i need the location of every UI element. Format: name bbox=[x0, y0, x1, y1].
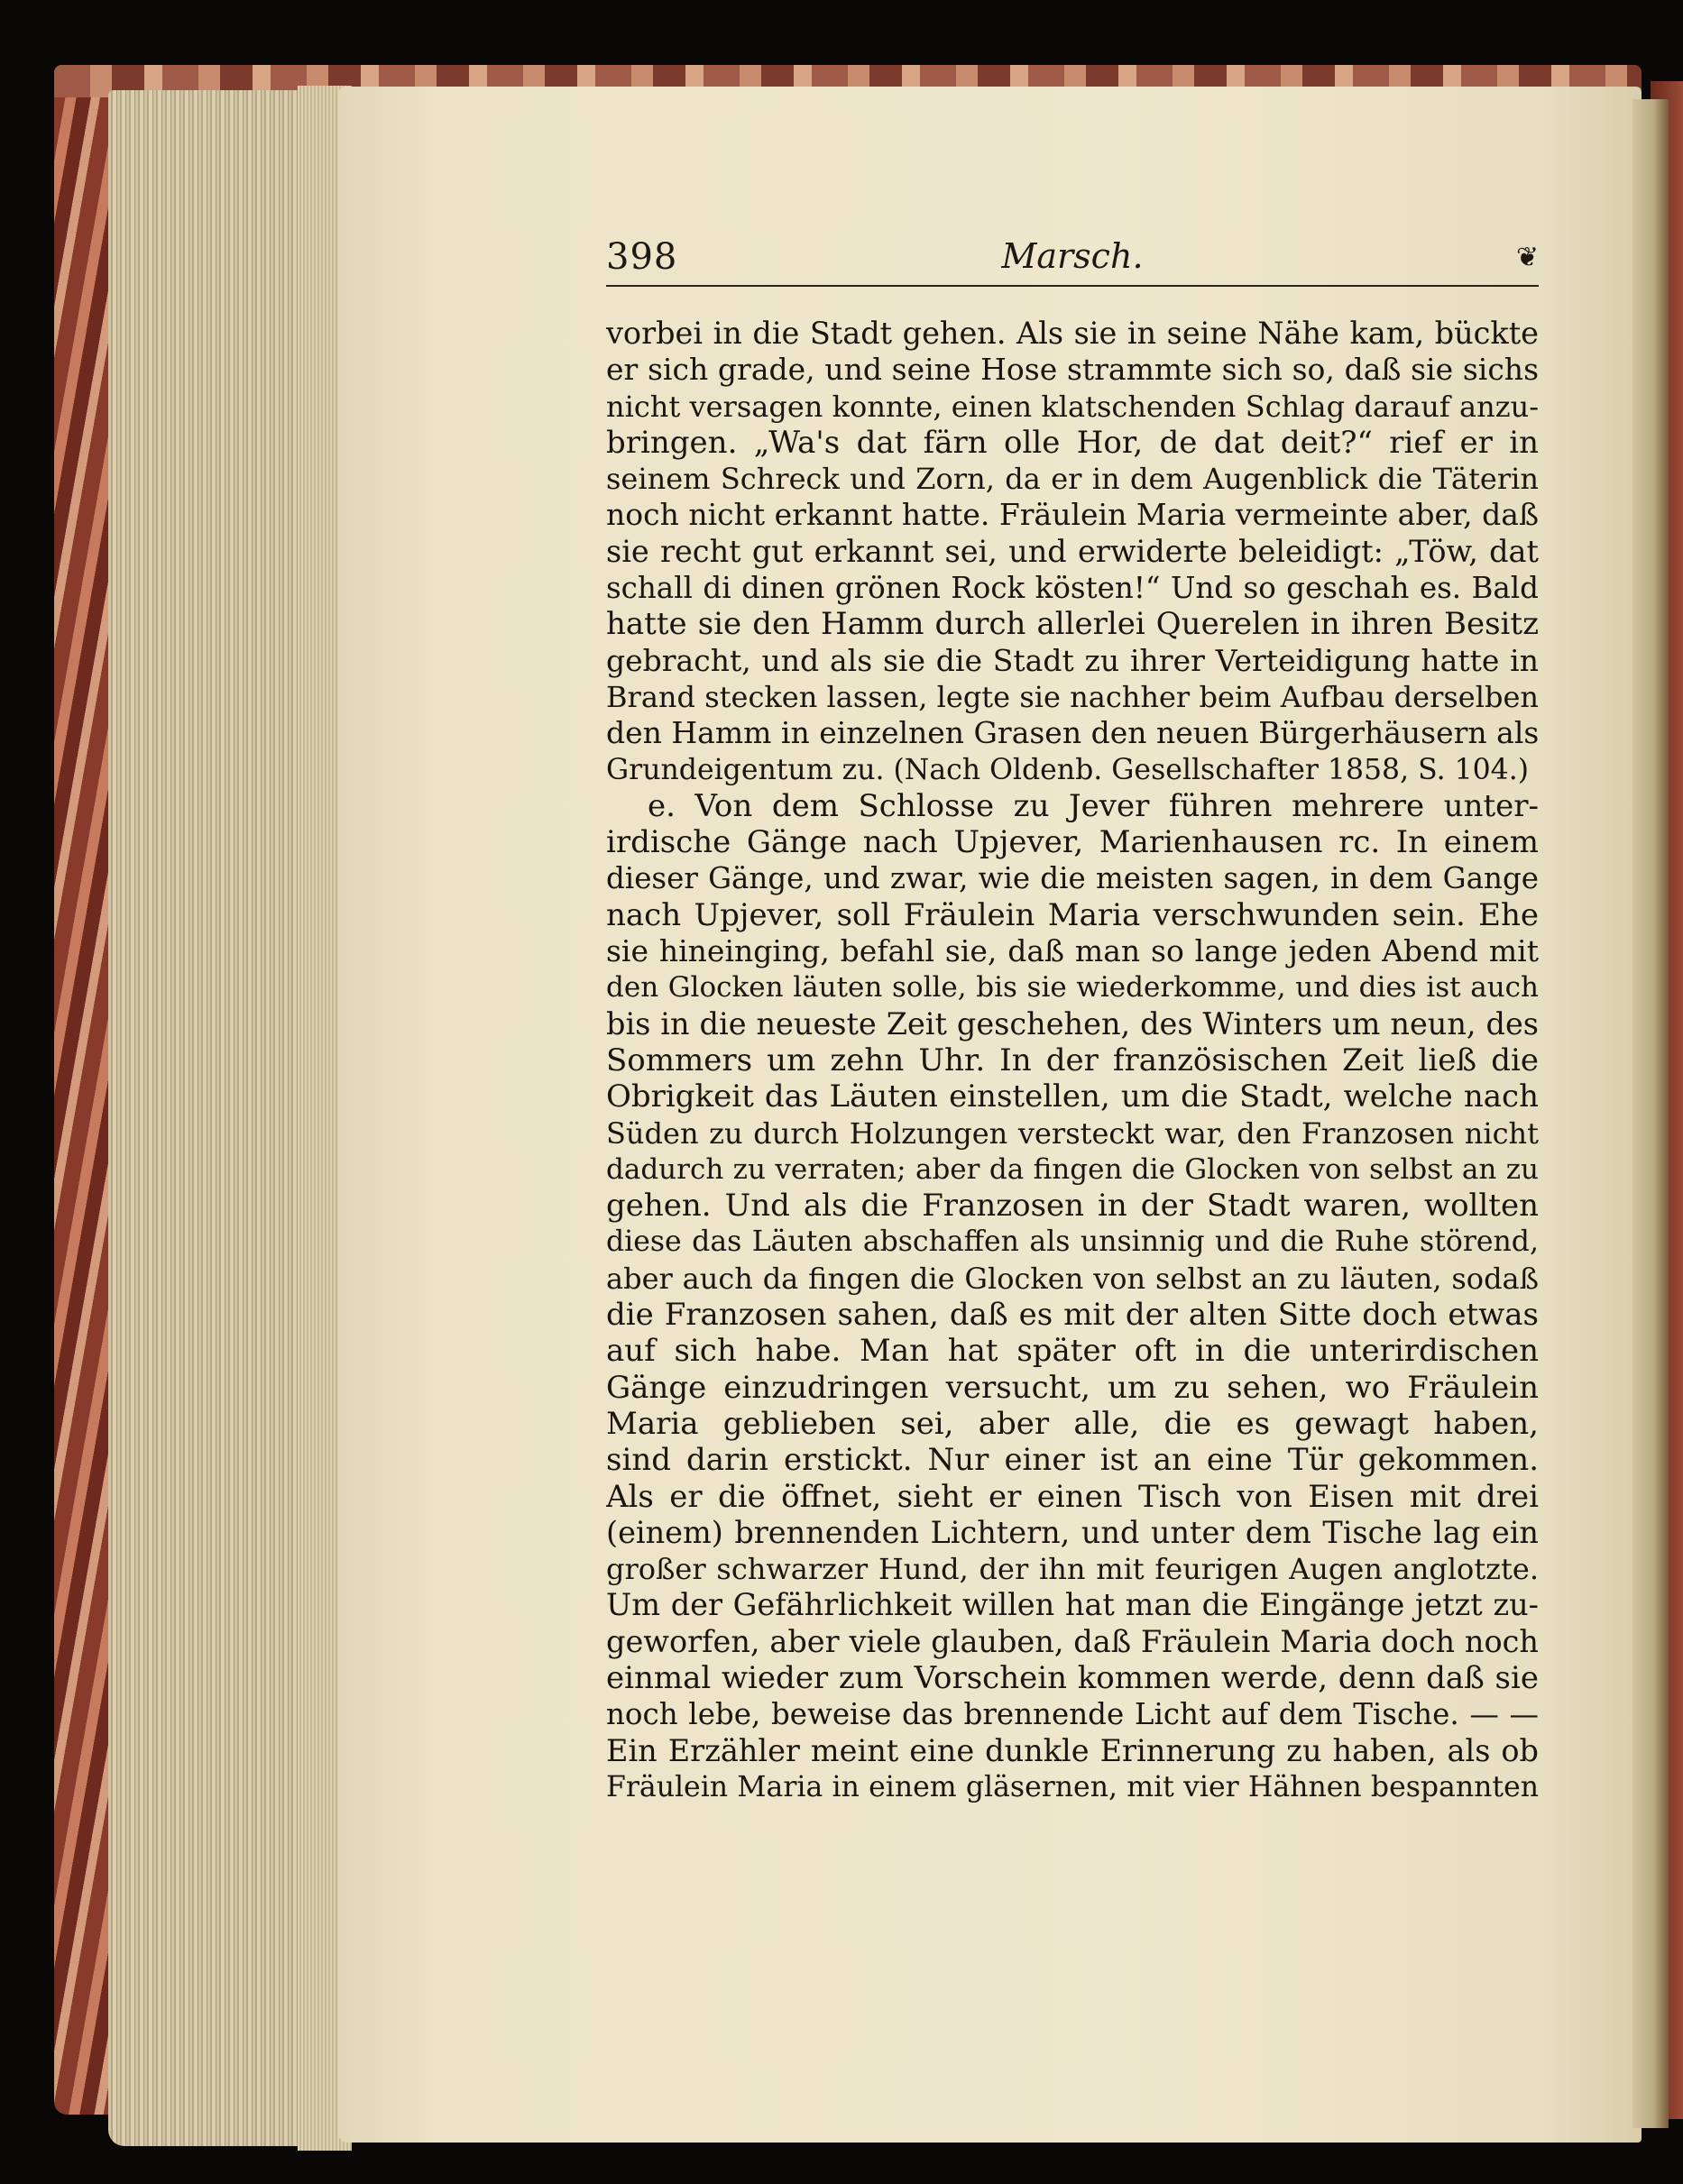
running-head: Marsch. bbox=[1001, 236, 1144, 276]
text-line: Als er die öffnet, sieht er einen Tisch von Eisen mit drei bbox=[606, 1478, 1539, 1515]
text-line: gebracht, und als sie die Stadt zu ihrer Verteidigung hatte in bbox=[606, 642, 1539, 678]
text-line: auf sich habe. Man hat später oft in die unterirdischen bbox=[606, 1333, 1539, 1370]
text-line: geworfen, aber viele glauben, daß Fräulein Maria doch noch bbox=[606, 1623, 1539, 1659]
text-line: diese das Läuten abschaffen als unsinnig und die Ruhe störend, bbox=[606, 1225, 1539, 1259]
text-line: nicht versagen konnte, einen klatschenden Schlag darauf anzu- bbox=[606, 389, 1539, 424]
text-line: Fräulein Maria in einem gläsernen, mit vier Hähnen bespannten bbox=[606, 1770, 1539, 1803]
text-line: er sich grade, und seine Hose strammte sich so, daß sie sichs bbox=[606, 352, 1539, 388]
text-line: irdische Gänge nach Upjever, Marienhausen rc. In einem bbox=[606, 824, 1539, 861]
text-line: die Franzosen sahen, daß es mit der alten Sitte doch etwas bbox=[606, 1297, 1539, 1334]
text-line: Maria geblieben sei, aber alle, die es gewagt haben, bbox=[606, 1405, 1539, 1442]
ornament-icon: ❦ bbox=[1515, 242, 1539, 273]
header-rule bbox=[606, 285, 1539, 287]
page-header bbox=[606, 236, 1539, 283]
text-line: Süden zu durch Holzungen versteckt war, den Franzosen nicht bbox=[606, 1115, 1539, 1151]
text-line: sind darin erstickt. Nur einer ist an eine Tür gekommen. bbox=[606, 1442, 1539, 1479]
text-line: hatte sie den Hamm durch allerlei Querelen in ihren Besitz bbox=[606, 606, 1539, 643]
text-line: e. Von dem Schlosse zu Jever führen mehrere unter- bbox=[648, 787, 1539, 824]
text-line: vorbei in die Stadt gehen. Als sie in seine Nähe kam, bückte bbox=[606, 316, 1539, 351]
text-line: Ein Erzähler meint eine dunkle Erinnerung zu haben, als ob bbox=[606, 1732, 1539, 1768]
text-line: gehen. Und als die Franzosen in der Stadt waren, wollten bbox=[606, 1188, 1539, 1225]
text-line: noch lebe, beweise das brennende Licht auf dem Tische. — — bbox=[606, 1697, 1539, 1732]
text-line: bis in die neueste Zeit geschehen, des Winters um neun, des bbox=[606, 1005, 1539, 1042]
text-line: noch nicht erkannt hatte. Fräulein Maria vermeinte aber, daß bbox=[606, 497, 1539, 533]
text-line: den Glocken läuten solle, bis sie wiederkomme, und dies ist auch bbox=[606, 971, 1539, 1005]
text-line: Brand stecken lassen, legte sie nachher beim Aufbau derselben bbox=[606, 679, 1539, 714]
text-line: dieser Gänge, und zwar, wie die meisten sagen, in dem Gange bbox=[606, 861, 1539, 896]
text-line: (einem) brennenden Lichtern, und unter dem Tische lag ein bbox=[606, 1514, 1539, 1550]
text-line: sie recht gut erkannt sei, und erwiderte beleidigt: „Töw, dat bbox=[606, 533, 1539, 569]
text-line: nach Upjever, soll Fräulein Maria verschwunden sein. Ehe bbox=[606, 896, 1539, 933]
text-line: Gänge einzudringen versucht, um zu sehen, wo Fräulein bbox=[606, 1369, 1539, 1406]
body-text bbox=[606, 316, 1539, 1805]
text-line: schall di dinen grönen Rock kösten!“ Und so geschah es. Bald bbox=[606, 571, 1539, 606]
text-line: seinem Schreck und Zorn, da er in dem Augenblick die Täterin bbox=[606, 462, 1539, 497]
text-line: Grundeigentum zu. (Nach Oldenb. Gesellschafter 1858, S. 104.) bbox=[606, 753, 1530, 786]
gutter-shadow bbox=[1632, 99, 1669, 2128]
text-line: den Hamm in einzelnen Grasen den neuen Bürgerhäusern als bbox=[606, 715, 1539, 751]
text-line: großer schwarzer Hund, der ihn mit feurigen Augen anglotzte. bbox=[606, 1552, 1539, 1587]
text-line: einmal wieder zum Vorschein kommen werde, denn daß sie bbox=[606, 1659, 1539, 1696]
text-line: Obrigkeit das Läuten einstellen, um die Stadt, welche nach bbox=[606, 1078, 1539, 1115]
text-line: sie hineinging, befahl sie, daß man so lange jeden Abend mit bbox=[606, 933, 1539, 969]
text-line: Sommers um zehn Uhr. In der französischen Zeit ließ die bbox=[606, 1042, 1539, 1078]
text-line: bringen. „Wa's dat färn olle Hor, de dat deit?“ rief er in bbox=[606, 424, 1539, 461]
page-stack-edge bbox=[108, 90, 316, 2146]
page-number: 398 bbox=[606, 236, 678, 278]
text-line: aber auch da fingen die Glocken von selbst an zu läuten, sodaß bbox=[606, 1261, 1539, 1296]
text-line: dadurch zu verraten; aber da fingen die Glocken von selbst an zu bbox=[606, 1152, 1539, 1186]
text-line: Um der Gefährlichkeit willen hat man die Eingänge jetzt zu- bbox=[606, 1587, 1539, 1623]
